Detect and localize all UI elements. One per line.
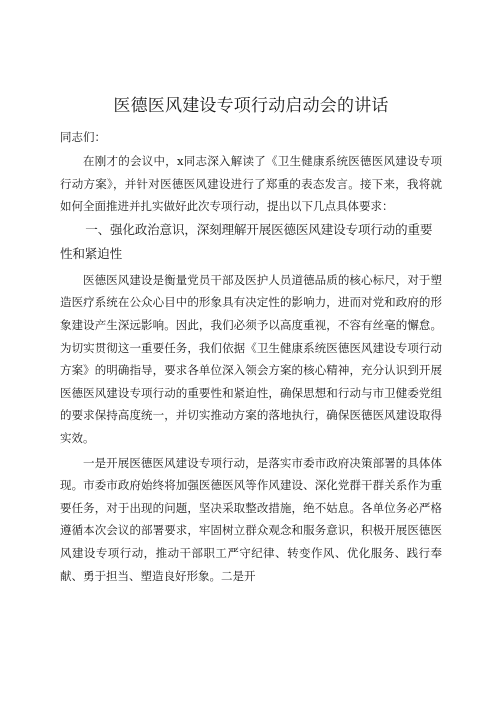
section-1-paragraph-1: 医德医风建设是衡量党员干部及医护人员道德品质的核心标尺，对于塑造医疗系统在公众心目中的形象具有决定性的影响力，进而对党和政府的形象建设产生深远影响。因此，我们必须予以高度重视，不容有丝毫的懈怠。为切实贯彻这一重要任务，我们依据《卫生健康系统医德医风建设专项行动方案》的明确指导，要求各单位深入领会方案的核心精神，充分认识到开展医德医风建设专项行动的重要性和紧迫性，确保思想和行动与市卫健委党组的要求保持高度统一，并切实推动方案的落地执行，确保医德医风建设取得实效。 — [60, 272, 442, 445]
section-1-heading: 一、强化政治意识，深刻理解开展医德医风建设专项行动的重要性和紧迫性 — [60, 221, 433, 262]
intro-paragraph: 在刚才的会议中，x同志深入解读了《卫生健康系统医德医风建设专项行动方案》，并针对医德医风建设进行了郑重的表态发言。接下来，我将就如何全面推进并扎实做好此次专项行动，提出以下几点具体要求： — [60, 154, 442, 214]
document-title: 医德医风建设专项行动启动会的讲话 — [113, 96, 389, 116]
section-1-paragraph-2: 一是开展医德医风建设专项行动，是落实市委市政府决策部署的具体体现。市委市政府始终将加强医德医风等作风建设、深化党群干群关系作为重要任务，对于出现的问题，坚决采取整改措施，绝不姑息。各单位务必严格遵循本次会议的部署要求，牢固树立群众观念和服务意识，积极开展医德医风建设专项行动，推动干部职工严守纪律、转变作风、优化服务、践行奉献、勇于担当、塑造良好形象。二是开 — [60, 455, 442, 583]
salutation: 同志们： — [60, 130, 106, 144]
